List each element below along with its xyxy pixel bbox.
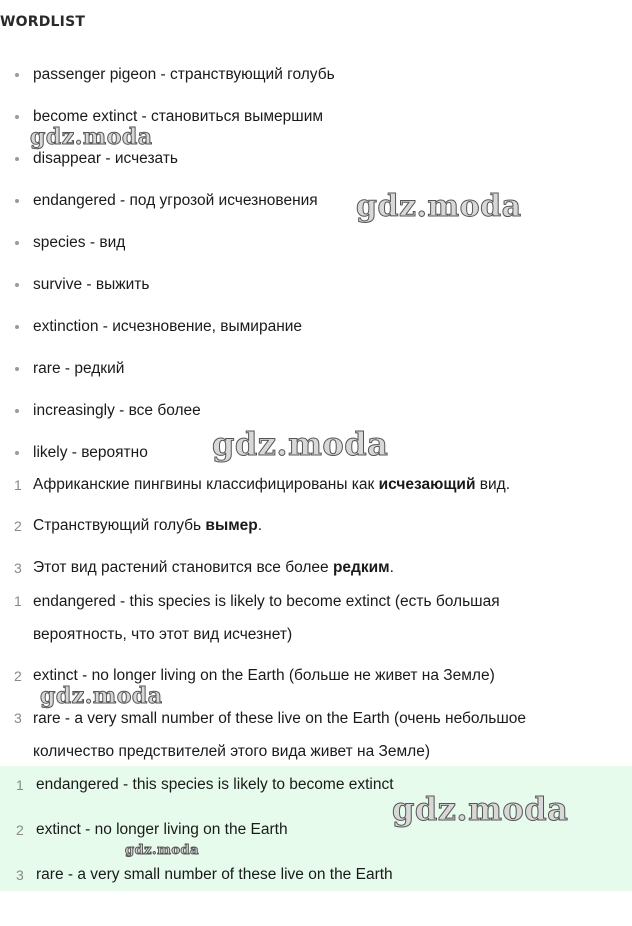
bullet-icon — [15, 199, 19, 203]
page-title: WORDLIST — [0, 14, 86, 30]
watermark: gdz.moda — [356, 189, 522, 224]
bullet-icon — [15, 325, 19, 329]
bullet-icon — [15, 283, 19, 287]
bullet-icon — [15, 241, 19, 245]
watermark: gdz.moda — [40, 683, 163, 709]
bullet-icon — [15, 367, 19, 371]
watermark: gdz.moda — [30, 124, 153, 150]
bullet-icon — [15, 409, 19, 413]
bullet-icon — [15, 157, 19, 161]
watermark: gdz.moda — [125, 843, 200, 858]
watermark: gdz.moda — [392, 790, 569, 828]
watermark: gdz.moda — [212, 425, 389, 463]
bullet-icon — [15, 451, 19, 455]
bullet-icon — [15, 115, 19, 119]
bullet-icon — [15, 73, 19, 77]
answer-box: 1 endangered - this species is likely to become extinct 2 extinct - no longer living on the Earth 3 rare - a very small number of these live on the Earth — [0, 766, 632, 891]
